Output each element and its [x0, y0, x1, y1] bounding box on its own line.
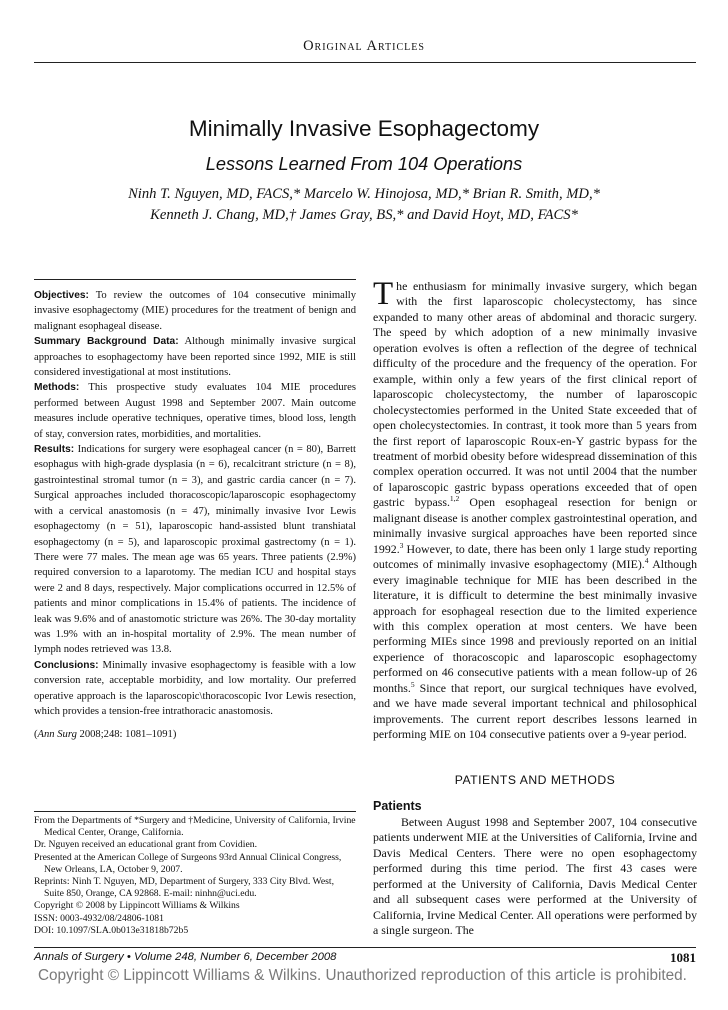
- abstract-results: [34, 442, 356, 658]
- intro-text-3: However, to date, there has been only 1 large study reporting outcomes of minimally invasive esophagectomy (MIE).: [373, 541, 697, 572]
- objectives-label: Objectives:: [34, 290, 89, 301]
- abstract-methods: [34, 380, 356, 442]
- background-label: Summary Background Data:: [34, 336, 179, 348]
- intro-text-5: Since that report, our surgical techniques have evolved, and we have made several important technical and philosophical improvements. The current report describes lessons learned in performing MIE on 104 consecutive patients over a 9-year period.: [373, 680, 697, 742]
- abstract: [34, 288, 356, 743]
- conclusions-label: Conclusions:: [34, 659, 99, 671]
- intro-text-1: he enthusiasm for minimally invasive surgery, which began with the first laparoscopic cholecystectomy, has since expanded to many other areas of abdominal and thoracic surgery. The speed by which adoption of a new minimally invasive operation evolves is often a reflection of the degree of technical difficulty of the procedure and the frequency of the operation. For example, within only a few years of the first clinical report of laparoscopic cholecystectomy, the number of laparoscopic cholecystectomies performed in the United State exceeded that of open cholecystectomies. In contrast, it took more than 5 years from the first report of laparoscopic Roux-en-Y gastric bypass for the treatment of morbid obesity before widespread dissemination of this complex operation occurred. It was not until 2004 that the number of laparoscopic gastric bypass operations exceeded that of open gastric bypass.: [373, 279, 697, 510]
- reference-marker: 4: [644, 556, 649, 566]
- footnotes: [34, 815, 356, 937]
- abstract-objectives: [34, 288, 356, 334]
- citation-journal: Ann Surg: [37, 729, 77, 741]
- intro-paragraph: [373, 276, 697, 743]
- journal-line: Annals of Surgery • Volume 248, Number 6, December 2008: [34, 951, 337, 963]
- authors-line-2: Kenneth J. Chang, MD,† James Gray, BS,* and David Hoyt, MD, FACS*: [150, 207, 578, 223]
- results-label: Results:: [34, 444, 75, 456]
- footnote-rule: [34, 811, 356, 812]
- author-list: [0, 184, 728, 226]
- abstract-conclusions: [34, 658, 356, 720]
- drop-cap: T: [373, 276, 394, 312]
- footnote-presented: Presented at the American College of Surgeons 93rd Annual Clinical Congress, New Orleans, LA, October 9, 2007.: [34, 851, 342, 875]
- methods-label: Methods:: [34, 382, 80, 394]
- abstract-citation: (Ann Surg 2008;248: 1081–1091): [34, 729, 177, 741]
- background-text: Although minimally invasive surgical approaches to esophagectomy have been reported since 1992, MIE is still considered investigational at most institutions.: [34, 336, 356, 379]
- footer-rule: [34, 947, 696, 948]
- footnote-affiliation: From the Departments of *Surgery and †Medicine, University of California, Irvine Medical Center, Orange, California.: [34, 815, 356, 839]
- journal-footer: [34, 951, 336, 963]
- conclusions-text: Minimally invasive esophagectomy is feasible with a low conversion rate, acceptable morbidity, and low mortality. Our preferred operative approach is the laparoscopic\thoracoscopic Ivor Lewis resection, which provides a tension-free intrathoracic anastomosis.: [34, 659, 356, 717]
- footnote-copyright: Copyright © 2008 by Lippincott Williams & Wilkins: [34, 900, 240, 912]
- copyright-watermark: Copyright © Lippincott Williams & Wilkins. Unauthorized reproduction of this article is prohibited.: [38, 967, 687, 984]
- page-number: 1081: [670, 950, 696, 965]
- objectives-text: To review the outcomes of 104 consecutive minimally invasive esophagectomy (MIE) procedures for the treatment of benign and malignant esophageal disease.: [34, 290, 356, 332]
- reference-marker: 5: [410, 679, 415, 689]
- article-subtitle: Lessons Learned From 104 Operations: [205, 154, 523, 174]
- section-heading: Original Articles: [303, 38, 425, 54]
- patients-section: [373, 815, 697, 939]
- results-text: Indications for surgery were esophageal cancer (n = 80), Barrett esophagus with high-grade dysplasia (n = 6), recalcitrant stricture (n = 8), gastrointestinal stromal tumor (n = 3), and gastric cardia cancer (n = 7). Surgical approaches included thoracoscopic/laparoscopic esophagectomy with a cervical anastomosis (n = 47), minimally invasive Ivor Lewis esophagectomy (n = 51), laparoscopic hand-assisted blunt transhiatal esophagectomy (n = 5), and laparoscopic proximal gastrectomy (n = 1). There were 77 males. The mean age was 65 years. Three patients (2.9%) required conversion to a laparotomy. The median ICU and hospital stays were 2 and 8 days, respectively. Major complications occurred in 12.5% of patients and minor complications in 15.4% of patients. The incidence of leak was 9.6% and of anastomotic stricture was 26%. The 30-day mortality was 1.9% with an in-hospital mortality of 2.9%. The mean number of lymph nodes retrieved was 13.8.: [34, 444, 356, 656]
- footnote-reprints: Reprints: Ninh T. Nguyen, MD, Department of Surgery, 333 City Blvd. West, Suite 850, Orange, CA 92868. E-mail: ninhn@uci.edu.: [34, 876, 335, 900]
- authors-line-1: Ninh T. Nguyen, MD, FACS,* Marcelo W. Hinojosa, MD,* Brian R. Smith, MD,*: [128, 186, 600, 202]
- abstract-background: [34, 334, 356, 380]
- footnote-doi: DOI: 10.1097/SLA.0b013e31818b72b5: [34, 924, 189, 936]
- methods-heading: PATIENTS AND METHODS: [454, 773, 616, 787]
- footnote-grant: Dr. Nguyen received an educational grant from Covidien.: [34, 839, 258, 851]
- methods-text: This prospective study evaluates 104 MIE procedures performed between August 1998 and September 2007. Main outcome measures include operative techniques, operative times, blood loss, length of stay, conversion rates, morbidities, and mortalities.: [34, 382, 356, 440]
- footnote-issn: ISSN: 0003-4932/08/24806-1081: [34, 912, 164, 924]
- reference-marker: 1,2: [449, 494, 460, 504]
- patients-subheading: Patients: [373, 799, 422, 813]
- intro-text-2: Open esophageal resection for benign or malignant disease is another complex gastrointestinal operation, and minimally invasive surgical approaches have been reported since 1992.: [373, 495, 697, 556]
- reference-marker: 3: [399, 540, 404, 550]
- header-rule: [34, 62, 696, 63]
- intro-text-4: Although every imaginable technique for MIE has been described in the literature, it is difficult to determine the best minimally invasive approach for esophageal resection due to the limited experience with this complex operation at most centers. We have been performing MIEs since 1998 and previously reported on an initial experience of thoracoscopic and laparoscopic esophagectomy performed on 46 consecutive patients with a mean follow-up of 26 months.: [373, 557, 697, 695]
- patients-paragraph: Between August 1998 and September 2007, 104 consecutive patients underwent MIE at the Universities of California, Irvine and Davis Medical Centers. There were no open esophagectomy performed during this time period. The first 43 cases were performed at the University of California, Davis Medical Center and all subsequent cases were performed at the University of California, Irvine Medical Center. All operations were performed by a single surgeon. The: [373, 815, 697, 938]
- introduction: [373, 276, 697, 743]
- abstract-rule: [34, 279, 356, 280]
- article-title: Minimally Invasive Esophagectomy: [188, 116, 540, 141]
- citation-details: 2008;248: 1081–1091): [79, 729, 177, 741]
